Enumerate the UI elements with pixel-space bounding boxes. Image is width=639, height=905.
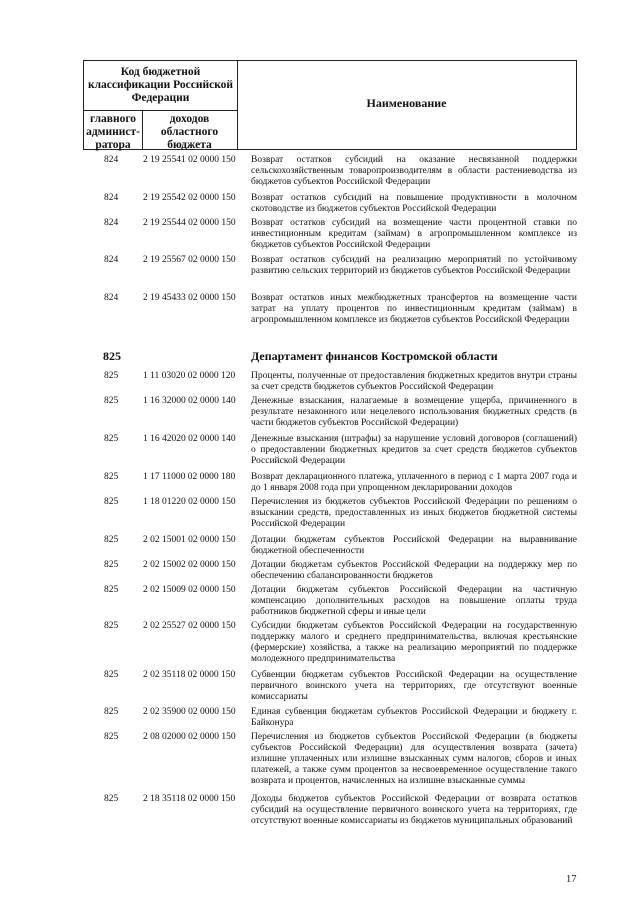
budget-code: 2 19 25542 02 0000 150	[143, 193, 236, 203]
row-name: Возврат декларационного платежа, уплаченного в период с 1 марта 2007 года и до 1 января 2008 года при упрощенном декларировании доходов	[251, 472, 577, 493]
budget-code: 2 02 35900 02 0000 150	[143, 707, 236, 717]
department-name: Департамент финансов Костромской области	[251, 349, 498, 363]
row-name: Проценты, полученные от предоставления бюджетных кредитов внутри страны за счет средств бюджетов субъектов Российской Федерации	[251, 371, 577, 392]
admin-code: 825	[104, 472, 119, 482]
row-name: Возврат остатков иных межбюджетных трансфертов на возмещение части затрат на уплату процентов по инвестиционным кредитам (займам) в агропромышленном комплексе из бюджетов субъектов Российской Федерации	[251, 293, 577, 325]
budget-code: 2 02 15009 02 0000 150	[143, 585, 236, 595]
row-name: Возврат остатков субсидий на возмещение части процентной ставки по инвестиционным кредитам (займам) в агропромышленном комплексе из бюджетов субъектов Российской Федерации	[251, 218, 577, 250]
budget-code: 2 19 25544 02 0000 150	[143, 218, 236, 228]
row-name: Возврат остатков субсидий на оказание несвязанной поддержки сельскохозяйственным товаропроизводителям в области растениеводства из бюджетов субъектов Российской Федерации	[251, 155, 577, 187]
row-name: Единая субвенция бюджетам субъектов Российской Федерации и бюджету г. Байконура	[251, 707, 577, 728]
row-name: Возврат остатков субсидий на повышение продуктивности в молочном скотоводстве из бюджетов субъектов Российской Федерации	[251, 193, 577, 214]
header-divider	[84, 110, 237, 111]
row-name: Дотации бюджетам субъектов Российской Федерации на поддержку мер по обеспечению сбалансированности бюджетов	[251, 560, 577, 581]
budget-code: 2 02 15002 02 0000 150	[143, 560, 236, 570]
admin-code: 824	[104, 293, 119, 303]
header-group-title: Код бюджетной классификации Российской Федерации	[87, 66, 234, 104]
header-income-column: доходов областного бюджета	[160, 113, 219, 151]
admin-code: 825	[104, 560, 119, 570]
admin-code: 825	[104, 535, 119, 545]
budget-code: 1 18 01220 02 0000 150	[143, 497, 236, 507]
row-name: Субвенции бюджетам субъектов Российской Федерации на осуществление первичного воинского учета на территориях, где отсутствуют военные комиссариаты	[251, 670, 577, 702]
budget-code: 2 02 35118 02 0000 150	[143, 670, 236, 680]
budget-code: 2 19 25541 02 0000 150	[143, 155, 236, 165]
admin-code: 825	[104, 371, 119, 381]
admin-code: 824	[104, 193, 119, 203]
row-name: Денежные взыскания, налагаемые в возмещение ущерба, причиненного в результате незаконного или нецелевого использования бюджетных средств (в части бюджетов субъектов Российской Федерации)	[251, 396, 577, 428]
admin-code: 825	[104, 670, 119, 680]
admin-code: 825	[103, 349, 121, 363]
header-name-column: Наименование	[366, 96, 447, 110]
budget-code: 1 17 11000 02 0000 180	[143, 472, 236, 482]
table-header	[83, 60, 577, 150]
budget-code: 1 16 42020 02 0000 140	[143, 434, 236, 444]
page-number: 17	[566, 874, 577, 885]
header-admin-column: главного админист-ратора	[86, 113, 140, 151]
budget-code: 2 18 35118 02 0000 150	[143, 794, 236, 804]
admin-code: 824	[104, 218, 119, 228]
row-name: Возврат остатков субсидий на реализацию мероприятий по устойчивому развитию сельских территорий из бюджетов субъектов Российской Федерации	[251, 255, 577, 276]
admin-code: 825	[104, 794, 119, 804]
row-name: Доходы бюджетов субъектов Российской Федерации от возврата остатков субсидий на осуществление первичного воинского учета на территориях, где отсутствуют военные комиссариаты из бюджетов муниципальных образований	[251, 794, 577, 826]
admin-code: 825	[104, 434, 119, 444]
row-name: Дотации бюджетам субъектов Российской Федерации на выравнивание бюджетной обеспеченности	[251, 535, 577, 556]
admin-code: 825	[104, 621, 119, 631]
budget-code: 2 19 45433 02 0000 150	[143, 293, 236, 303]
budget-code: 2 02 25527 02 0000 150	[143, 621, 236, 631]
admin-code: 824	[104, 155, 119, 165]
admin-code: 824	[104, 255, 119, 265]
budget-code: 2 02 15001 02 0000 150	[143, 535, 236, 545]
row-name: Дотации бюджетам субъектов Российской Федерации на частичную компенсацию дополнительных расходов на повышение оплаты труда работников бюджетной сферы и иные цели	[251, 585, 577, 617]
budget-code: 1 11 03020 02 0000 120	[143, 371, 236, 381]
budget-code: 2 08 02000 02 0000 150	[143, 732, 236, 742]
row-name: Денежные взыскания (штрафы) за нарушение условий договоров (соглашений) о предоставлении бюджетных кредитов за счет средств бюджетов субъектов Российской Федерации	[251, 434, 577, 466]
budget-code: 1 16 32000 02 0000 140	[143, 396, 236, 406]
row-name: Перечисления из бюджетов субъектов Российской Федерации по решениям о взыскании средств, предоставленных из иных бюджетов бюджетной системы Российской Федерации	[251, 497, 577, 529]
admin-code: 825	[104, 396, 119, 406]
row-name: Перечисления из бюджетов субъектов Российской Федерации (в бюджеты субъектов Российской Федерации) для осуществления возврата (зачета) излишне уплаченных или излишне взысканных сумм налогов, сборов и иных платежей, а также сумм процентов за несвоевременное осуществление такого возврата и процентов, начисленных на излишне взысканные суммы	[251, 732, 577, 786]
budget-code: 2 19 25567 02 0000 150	[143, 255, 236, 265]
admin-code: 825	[104, 707, 119, 717]
admin-code: 825	[104, 497, 119, 507]
admin-code: 825	[104, 585, 119, 595]
admin-code: 825	[104, 732, 119, 742]
row-name: Субсидии бюджетам субъектов Российской Федерации на государственную поддержку малого и среднего предпринимательства, включая крестьянские (фермерские) хозяйства, а также на реализацию мероприятий по поддержке молодежного предпринимательства	[251, 621, 577, 664]
